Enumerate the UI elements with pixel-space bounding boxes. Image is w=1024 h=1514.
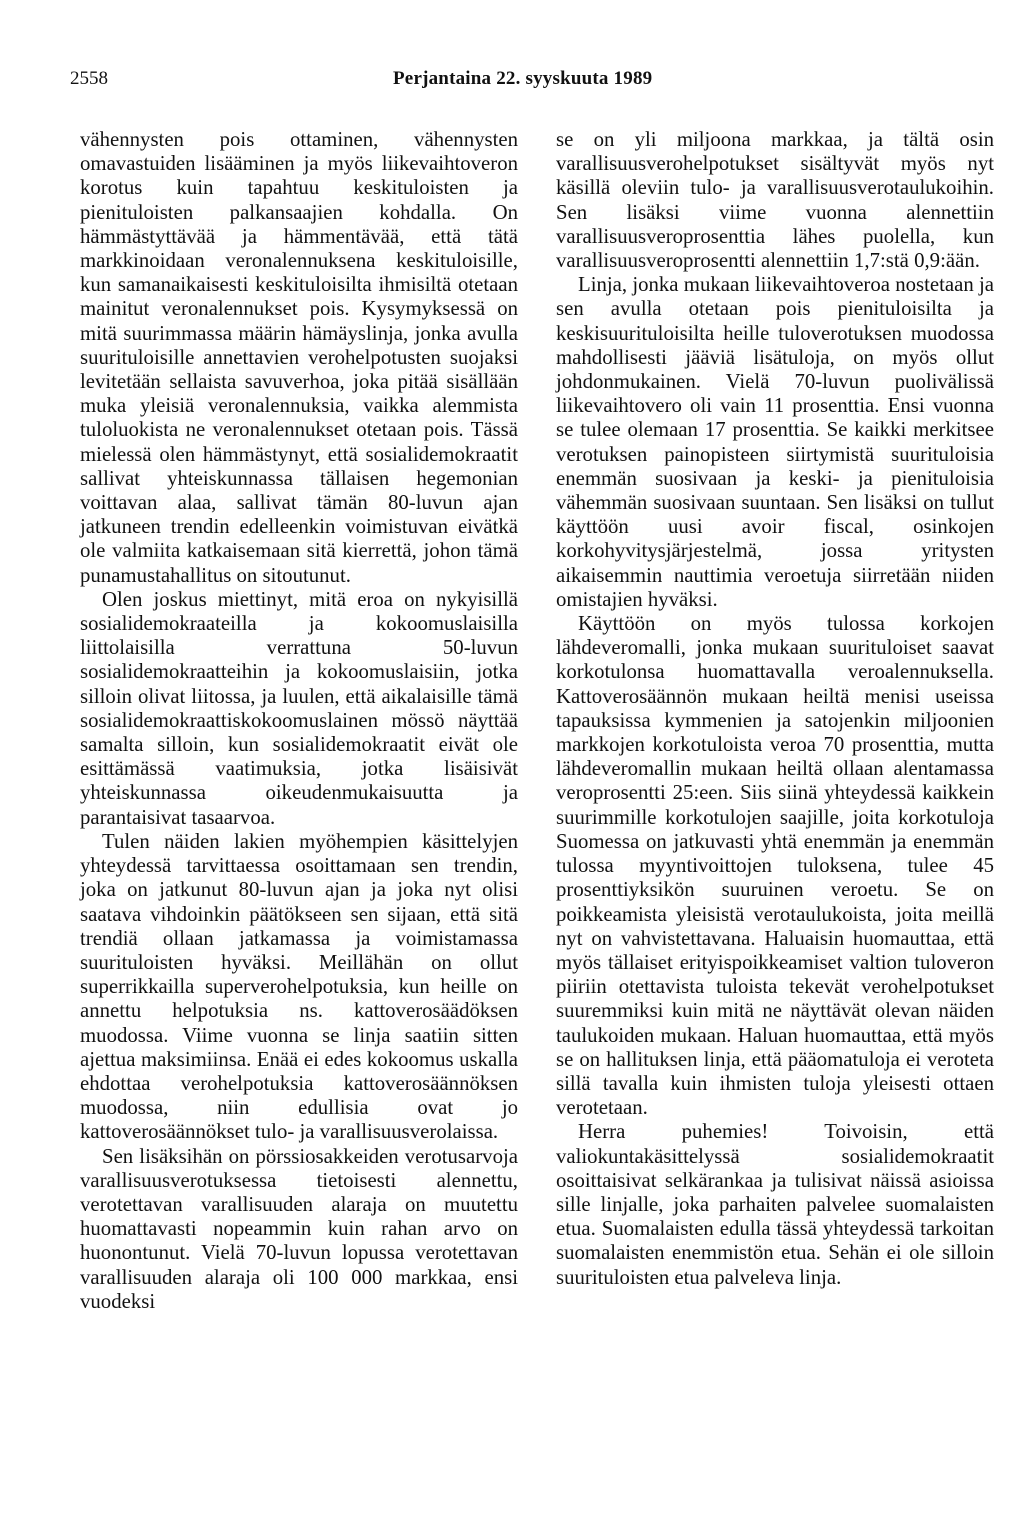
left-paragraph-1: vähennysten pois ottaminen, vähennysten omavastuiden lisääminen ja myös liikevaihtoveron korotus kuin tapahtuu keskituloisten ja pienituloisten palkansaajien kohdalla. On hämmästyttävää ja hämmentävää, että tätä markkinoidaan veronalennuksena keskituloisille, kun samanaikaisesti keskituloisilta ihmisiltä otetaan mainitut veronalennukset pois. Kysymyksessä on mitä suurimmassa määrin hämäyslinja, jonka avulla suurituloisille annettavien verohelpotusten suojaksi levitetään sellaista savuverhoa, joka pitää sisällään muka yleisiä veronalennuksia, vaikka alemmista tuloluokista ne veronalennukset otetaan pois. Tässä mielessä olen hämmästynyt, että sosialidemokraatit sallivat yhteiskunnassa tällaisen hegemonian voittavan alaa, sallivat tämän 80-luvun ajan jatkuneen trendin edelleenkin voimistuvan eivätkä ole valmiita katkaisemaan sitä kierrettä, johon tämä punamustahallitus on sitoutunut. [80,128,518,587]
right-paragraph-3: Käyttöön on myös tulossa korkojen lähdeveromalli, jonka mukaan suurituloiset saavat korkotulonsa huomattavalla veroalennuksella. Kattoverosäännön mukaan heiltä menisi useissa tapauksissa kymmenien ja satojenkin miljoonien markkojen korkotuloista veroa 70 prosenttia, mutta lähdeveromallin mukaan heiltä ollaan alentamassa veroprosentti 25:een. Siis siinä yhteydessä kaikkein suurimmille korkotulojen saajille, joita korkotuloja Suomessa on jatkuvasti yhtä enemmän ja enemmän tulossa myyntivoittojen tuloksena, tulee 45 prosenttiyksikön suuruinen veroetu. Se on poikkeamista yleisistä verotaulukoista, joita meillä nyt on vahvistettavana. Haluaisin huomauttaa, että myös tällaiset erityispoikkeamiset valtion tuloveron piiriin otettavista tuloista tekevät verohelpotukset suuremmiksi kuin mitä ne näyttävät olevan näiden taulukoiden mukaan. Haluan huomauttaa, että myös se on hallituksen linja, että pääomatuloja ei veroteta sillä tavalla kuin ihmisten tuloja yleisesti ottaen verotetaan. [556,612,994,1120]
left-paragraph-4: Sen lisäksihän on pörssiosakkeiden verotusarvoja varallisuusverotuksessa tietoisesti alennettu, verotettavan varallisuuden alaraja on muutettu huomattavasti nopeammin kuin rahan arvo on huonontunut. Vielä 70-luvun lopussa verotettavan varallisuuden alaraja oli 100 000 markkaa, ensi vuodeksi [80,1144,518,1313]
left-column [80,128,518,1314]
left-paragraph-2: Olen joskus miettinyt, mitä eroa on nykyisillä sosialidemokraateilla ja kokoomuslaisilla liittolaisilla verrattuna 50-luvun sosialidemokraatteihin ja kokoomuslaisiin, jotka silloin olivat liitossa, ja luulen, että aikalaisille tämä sosialidemokraattiskokoomuslainen mössö näyttää samalta silloin, kun sosialidemokraatit eivät ole esittämässä vaatimuksia, jotka lisäisivät yhteiskunnassa oikeudenmukaisuutta ja parantaisivat tasaarvoa. [80,587,518,829]
right-paragraph-2: Linja, jonka mukaan liikevaihtoveroa nostetaan ja sen avulla otetaan pois pienituloisilta ja keskisuurituloisilta heille tuloverotuksen muodossa mahdollisesti jääviä lisätuloja, on myös ollut johdonmukainen. Vielä 70-luvun puolivälissä liikevaihtovero oli vain 11 prosenttia. Ensi vuonna se tulee olemaan 17 prosenttia. Se kaikki merkitsee verotuksen painopisteen siirtymistä suurituloisia enemmän suosivaan ja keski- ja pienituloisia vähemmän suosivaan suuntaan. Sen lisäksi on tullut käyttöön uusi avoir fiscal, osinkojen korkohyvitysjärjestelmä, jossa yritysten aikaisemmin nauttimia veroetuja siirretään niiden omistajien hyväksi. [556,273,994,611]
right-paragraph-1: se on yli miljoona markkaa, ja tältä osin varallisuusverohelpotukset sisältyvät myös nyt käsillä oleviin tulo- ja varallisuusverotaulukoihin. Sen lisäksi viime vuonna alennettiin varallisuusveroprosenttia lähes puolella, kun varallisuusveroprosentti alennettiin 1,7:stä 0,9:ään. [556,128,994,273]
running-head: Perjantaina 22. syyskuuta 1989 [393,68,653,89]
left-paragraph-3: Tulen näiden lakien myöhempien käsittelyjen yhteydessä tarvittaessa osoittamaan sen trendin, joka on jatkunut 80-luvun ajan ja joka nyt olisi saatava vihdoinkin päätökseen sen sijaan, että sitä trendiä ollaan jatkamassa ja voimistamassa suurituloisten hyväksi. Meillähän on ollut superrikkailla superverohelpotuksia, kun heille on annettu helpotuksia ns. kattoverosäädöksen muodossa. Viime vuonna se linja saatiin sitten ajettua maksimiinsa. Enää ei edes kokoomus uskalla ehdottaa verohelpotuksia kattoverosäännöksen muodossa, niin edullisia ovat jo kattoverosäännökset tulo- ja varallisuusverolaissa. [80,829,518,1144]
right-column [556,128,994,1290]
page-number: 2558 [70,68,108,89]
right-paragraph-4: Herra puhemies! Toivoisin, että valiokuntakäsittelyssä sosialidemokraatit osoittaisivat selkärankaa ja tulisivat näissä asioissa sille linjalle, joka parhaiten palvelee suomalaisten etua. Suomalaisten edulla tässä yhteydessä tarkoitan suomalaisten enemmistön etua. Sehän ei ole silloin suurituloisten etua palveleva linja. [556,1120,994,1289]
